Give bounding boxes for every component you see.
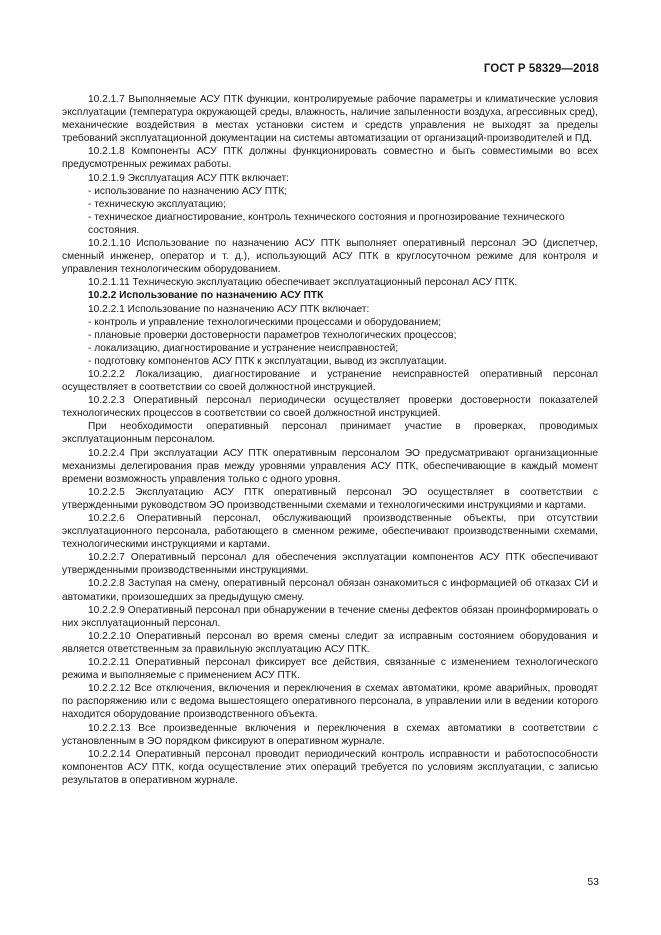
paragraph: 10.2.2.10 Оперативный персонал во время смены следит за исправным состоянием оборудования и является ответственным за правильную эксплуатацию АСУ ПТК.: [62, 630, 598, 655]
paragraph: 10.2.2.2 Локализацию, диагностирование и устранение неисправностей оперативный персонал осуществляет в соответствии со своей должностной инструкцией.: [62, 368, 598, 394]
paragraph: 10.2.2.1 Использование по назначению АСУ ПТК включает:: [88, 303, 370, 315]
paragraph: 10.2.1.7 Выполняемые АСУ ПТК функции, контролируемые рабочие параметры и климатические условия эксплуатации (температура окружающей среды, влажность, наличие запыленности воздуха, агрессивных сред), механические воздействия в местах установки систем и средств управления не выходят за пределы требований эксплуатационной документации на системы автоматизации от организаций-производителей и ПД.: [62, 94, 598, 145]
paragraph: 10.2.2.12 Все отключения, включения и переключения в схемах автоматики, кроме аварийных, проводят по распоряжению или с ведома вышестоящего оперативного персонала, в управлении или в ведении которого находится оборудование производственного объекта.: [62, 683, 598, 721]
list-item: - плановые проверки достоверности параметров технологических процессов;: [88, 329, 457, 341]
page-number: 53: [587, 876, 599, 888]
list-item: - локализацию, диагностирование и устранение неисправностей;: [88, 342, 399, 354]
section-heading: 10.2.2 Использование по назначению АСУ ПТК: [88, 290, 324, 302]
list-item: - техническое диагностирование, контроль технического состояния и прогнозирование технического состояния.: [88, 211, 565, 236]
paragraph: 10.2.2.9 Оперативный персонал при обнаружении в течение смены дефектов обязан проинформировать о них эксплуатационный персонал.: [62, 604, 598, 629]
paragraph: 10.2.2.14 Оперативный персонал проводит периодический контроль исправности и работоспособности компонентов АСУ ПТК, когда осуществление этих операций требуется по условиям эксплуатации, с записью результатов в оперативном журнале.: [62, 748, 598, 786]
paragraph: 10.2.2.6 Оперативный персонал, обслуживающий производственные объекты, при отсутствии эксплуатационного персонала, работающего в сменном режиме, обеспечивают производственными схемами, технологическими инструкциями и картами.: [62, 513, 598, 551]
paragraph: 10.2.2.13 Все произведенные включения и переключения в схемах автоматики в соответствии с установленным в ЭО порядком фиксируют в оперативном журнале.: [62, 722, 598, 747]
paragraph: 10.2.2.8 Заступая на смену, оперативный персонал обязан ознакомиться с информацией об отказах СИ и автоматики, произошедших за предыдущую смену.: [62, 578, 598, 603]
paragraph: 10.2.2.5 Эксплуатацию АСУ ПТК оперативный персонал ЭО осуществляет в соответствии с утвержденными руководством ЭО производственными схемами и технологическими инструкциями и картами.: [62, 486, 598, 511]
list-item: - контроль и управление технологическими процессами и оборудованием;: [88, 316, 442, 328]
paragraph: При необходимости оперативный персонал принимает участие в проверках, проводимых эксплуатационным персоналом.: [62, 421, 598, 446]
paragraph: 10.2.2.11 Оперативный персонал фиксирует все действия, связанные с изменением технологического режима и выполняемые с применением АСУ ПТК.: [62, 657, 598, 682]
paragraph: 10.2.2.7 Оперативный персонал для обеспечения эксплуатации компонентов АСУ ПТК обеспечивают утвержденными производственными инструкциями.: [62, 552, 598, 577]
document-header-id: ГОСТ Р 58329—2018: [483, 63, 599, 75]
paragraph: 10.2.1.10 Использование по назначению АСУ ПТК выполняет оперативный персонал ЭО (диспетчер, сменный инженер, оператор и т. д.), использующий АСУ ПТК в круглосуточном режиме для контроля и управления технологическим оборудованием.: [62, 238, 598, 276]
paragraph: 10.2.1.8 Компоненты АСУ ПТК должны функционировать совместно и быть совместимыми во всех предусмотренных режимах работы.: [62, 146, 598, 171]
list-item: - техническую эксплуатацию;: [88, 198, 226, 210]
paragraph: 10.2.1.11 Техническую эксплуатацию обеспечивает эксплуатационный персонал АСУ ПТК.: [88, 277, 518, 289]
document-body: [62, 93, 598, 787]
paragraph: 10.2.2.3 Оперативный персонал периодически осуществляет проверки достоверности показателей технологических процессов в соответствии со своей должностной инструкцией.: [62, 395, 598, 420]
list-item: - подготовку компонентов АСУ ПТК к эксплуатации, вывод из эксплуатации.: [88, 355, 447, 367]
paragraph: 10.2.2.4 При эксплуатации АСУ ПТК оперативным персоналом ЭО предусматривают организационные механизмы делегирования прав между уровнями управления АСУ ПТК, обеспечивающие в каждый момент времени возможность управления только с одного уровня.: [62, 447, 598, 485]
paragraph: 10.2.1.9 Эксплуатация АСУ ПТК включает:: [88, 172, 289, 184]
list-item: - использование по назначению АСУ ПТК;: [88, 185, 288, 197]
